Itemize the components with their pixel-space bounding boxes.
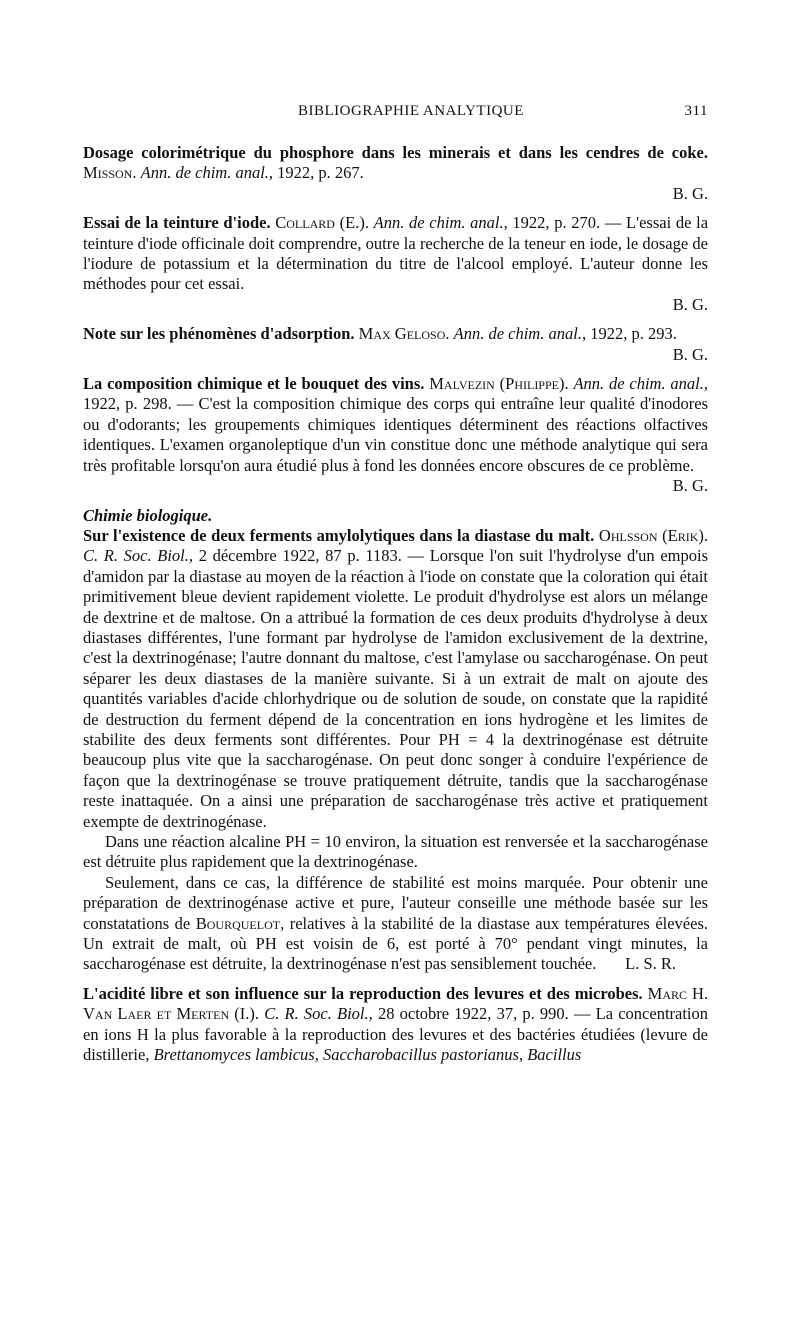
entry-citation: , 1922, p. 267. bbox=[268, 163, 364, 183]
entry-journal: Ann. de chim. anal. bbox=[453, 324, 582, 344]
bibliography-entry bbox=[83, 374, 708, 496]
bibliography-entry bbox=[83, 984, 708, 1066]
entry-author: Collard bbox=[275, 213, 335, 233]
entry-journal: C. R. Soc. Biol. bbox=[264, 1004, 369, 1024]
entry-body: — L'essai de la teinture d'iode officinale doit comprendre, outre la recherche de la teneur en iode, le dosage de l'iodure de potassium et la détermination du titre de l'alcool employé. L'auteur donne les méthodes pour cet essai. bbox=[83, 213, 709, 294]
entry-signature: L. S. R. bbox=[625, 954, 676, 974]
entry-title: Note sur les phénomènes d'adsorption. bbox=[83, 324, 355, 344]
entry-title: L'acidité libre et son influence sur la reproduction des levures et des microbes. bbox=[83, 983, 643, 1003]
entry-citation: , 1922, p. 293. bbox=[581, 324, 677, 344]
entry-signature: B. G. bbox=[672, 476, 708, 496]
entry-title: Dosage colorimétrique du phosphore dans les minerais et dans les cendres de coke. bbox=[83, 143, 708, 162]
entry-body: — C'est la composition chimique des corps qui entraîne leur qualité d'inodores ou d'odorants; les groupements chimiques identiques déterminent des réactions olfactives identiques. L'examen organoleptique d'un vin constitue donc une méthode analytique qui sera très profitable lorsqu'on aura étudié plus à fond les données encore obscures de ce problème. bbox=[83, 394, 709, 475]
page-number: 311 bbox=[684, 103, 708, 119]
running-title: BIBLIOGRAPHIE ANALYTIQUE bbox=[298, 103, 524, 119]
entry-signature: B. G. bbox=[672, 344, 708, 364]
entry-signature: B. G. bbox=[672, 294, 708, 314]
entry-title: La composition chimique et le bouquet des vins. bbox=[83, 374, 425, 394]
bibliography-entry bbox=[83, 526, 708, 975]
entry-author: Max Geloso. bbox=[358, 324, 450, 344]
entry-paragraph bbox=[83, 873, 708, 975]
entry-author: Ohlsson (Erik). bbox=[598, 525, 709, 545]
entry-paragraph: Dans une réaction alcaline PH = 10 environ, la situation est renversée et la saccharogénase est détruite plus rapidement que la dextrinogénase. bbox=[83, 832, 708, 872]
entry-paragraph-text: , relatives à la stabilité de la diastase aux températures élevées. Un extrait de malt, où PH est voisin de 6, est porté à 70° pendant vingt minutes, la saccharogénase est détruite, la dextrinogénase n'est pas sensiblement touchée. bbox=[83, 913, 708, 974]
bibliography-entry bbox=[83, 324, 708, 365]
entry-citation: , 2 décembre 1922, 87 p. 1183. bbox=[188, 546, 402, 566]
cited-author: Bourquelot bbox=[195, 913, 281, 933]
entry-author: Misson. bbox=[83, 163, 137, 183]
entry-title: Essai de la teinture d'iode. bbox=[83, 213, 271, 233]
bibliography-entry bbox=[83, 213, 708, 315]
entry-citation: , 1922, p. 298. bbox=[83, 374, 709, 414]
page-content bbox=[83, 143, 708, 1074]
species-names: Brettanomyces lambicus, Saccharobacillus pastorianus, Bacillus bbox=[153, 1045, 582, 1065]
entry-journal: C. R. Soc. Biol. bbox=[83, 546, 189, 566]
entry-citation: , 1922, p. 270. bbox=[503, 213, 601, 233]
entry-author: Malvezin (Philippe). bbox=[429, 374, 569, 394]
entry-body: — Lorsque l'on suit l'hydrolyse d'un empois d'amidon par la diastase au moyen de la réaction à l'iode on constate que la coloration qui était primitivement bleue devient rapidement violette. Le produit d'hydrolyse est alors un mélange de dextrine et de maltose. On a attribué la formation de ces deux produits d'hydrolyse à deux diastases différentes, l'une formant par hydrolyse de l'amidon exclusivement de la dextrine, c'est la dextrinogénase; l'autre donnant du maltose, c'est l'amylase ou saccharogénase. On peut séparer les deux diastases de la manière suivante. Si à un extrait de malt on ajoute des quantités variables d'acide chlorhydrique ou de solution de soude, on constate que la rapidité de destruction du ferment dépend de la concentration en ions hydrogène et les limites de stabilite des deux ferments sont différentes. Pour PH = 4 la dextrinogénase est détruite beaucoup plus vite que la saccharogénase. On peut donc songer à conduire l'expérience de façon que la dextrinogénase se trouve pratiquement détruite, tandis que la saccharogénase reste inattaquée. On a ainsi une préparation de saccharogénase très active et pratiquement exempte de dextrinogénase. bbox=[83, 546, 709, 831]
entry-body: — La concentration en ions H la plus favorable à la reproduction des levures et des bactéries étudiées (levure de distillerie, bbox=[83, 1004, 709, 1065]
entry-journal: Ann. de chim. anal. bbox=[373, 213, 504, 233]
bibliography-entry bbox=[83, 143, 708, 204]
entry-paragraph-text: Seulement, dans ce cas, la différence de stabilité est moins marquée. Pour obtenir une préparation de dextrinogénase active et pure, l'auteur conseille une méthode basée sur les constatations de bbox=[83, 872, 708, 933]
entry-journal: Ann. de chim. anal. bbox=[140, 163, 269, 183]
entry-journal: Ann. de chim. anal. bbox=[573, 374, 704, 394]
section-heading: Chimie biologique. bbox=[83, 505, 213, 525]
entry-author: Marc H. Van Laer et Merten (I.). bbox=[83, 983, 709, 1024]
entry-citation: , 28 octobre 1922, 37, p. 990. bbox=[368, 1004, 569, 1024]
page-header bbox=[83, 103, 708, 125]
entry-signature: B. G. bbox=[672, 183, 708, 203]
entry-title: Sur l'existence de deux ferments amylolytiques dans la diastase du malt. bbox=[83, 525, 595, 545]
entry-author-initial: (E.). bbox=[334, 213, 369, 233]
